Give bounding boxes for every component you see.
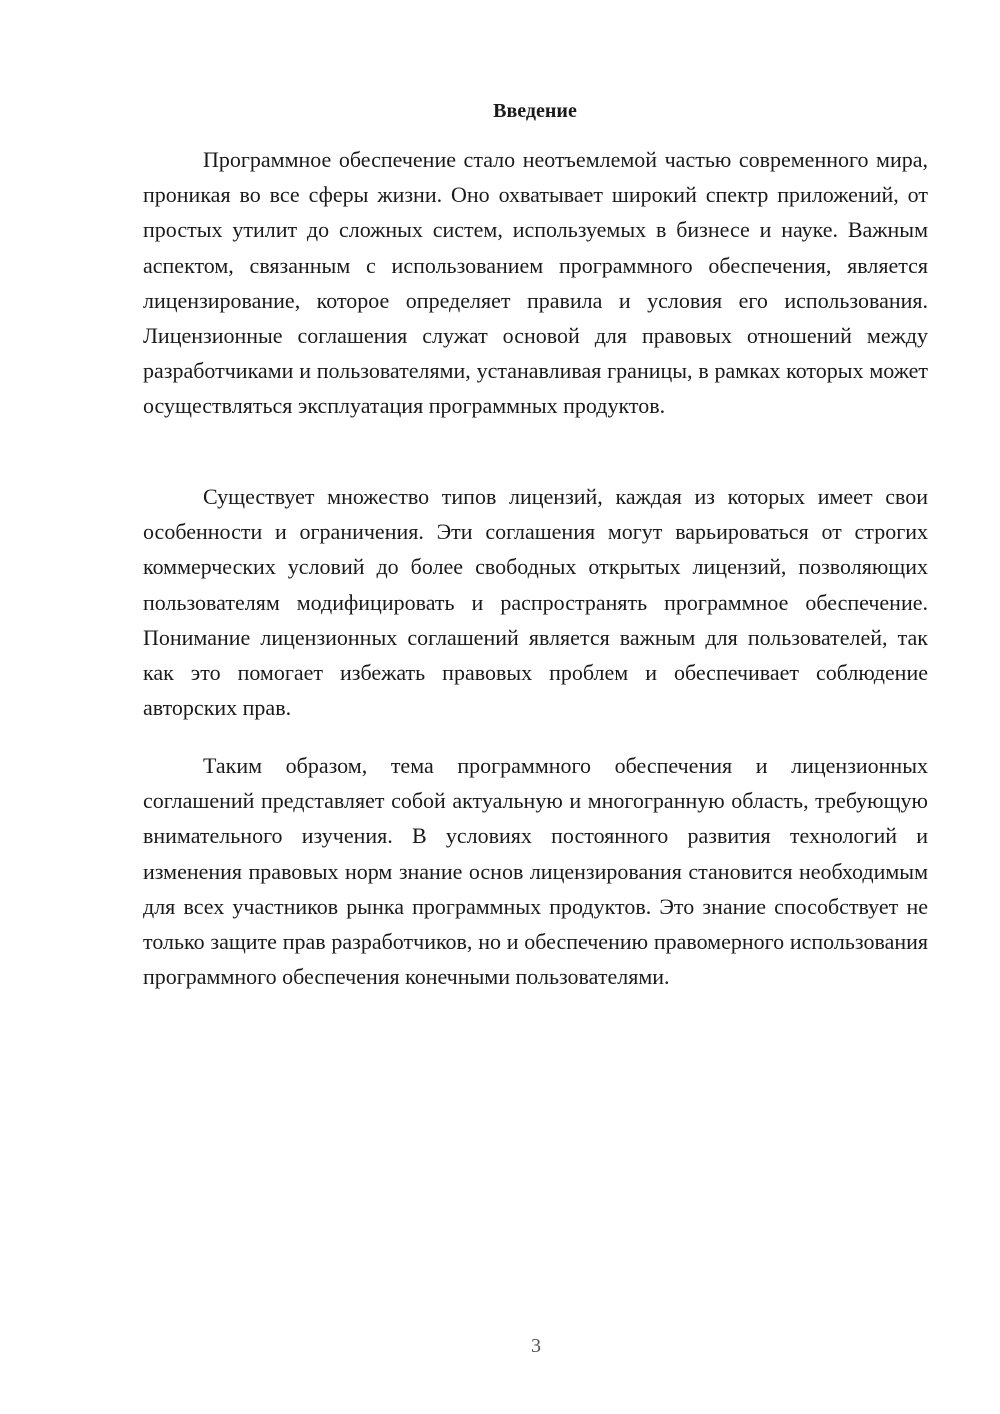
page-title: Введение (493, 100, 577, 122)
paragraph-3: Таким образом, тема программного обеспечения и лицензионных соглашений представляет собой актуальную и многогранную область, требующую внимательного изучения. В условиях постоянного развития технологий и изменения правовых норм знание основ лицензирования становится необходимым для всех участников рынка программных продуктов. Это знание способствует не только защите прав разработчиков, но и обеспечению правомерного использования программного обеспечения конечными пользователями. (143, 753, 928, 990)
paragraph-2: Существует множество типов лицензий, каждая из которых имеет свои особенности и ограничения. Эти соглашения могут варьироваться от строгих коммерческих условий до более свободных открытых лицензий, позволяющих пользователям модифицировать и распространять программное обеспечение. Понимание лицензионных соглашений является важным для пользователей, так как это помогает избежать правовых проблем и обеспечивает соблюдение авторских прав. (143, 484, 928, 721)
page-number: 3 (531, 1335, 541, 1357)
paragraph-1: Программное обеспечение стало неотъемлемой частью современного мира, проникая во все сферы жизни. Оно охватывает широкий спектр приложений, от простых утилит до сложных систем, используемых в бизнесе и науке. Важным аспектом, связанным с использованием программного обеспечения, является лицензирование, которое определяет правила и условия его использования. Лицензионные соглашения служат основой для правовых отношений между разработчиками и пользователями, устанавливая границы, в рамках которых может осуществляться эксплуатация программных продуктов. (143, 147, 928, 419)
